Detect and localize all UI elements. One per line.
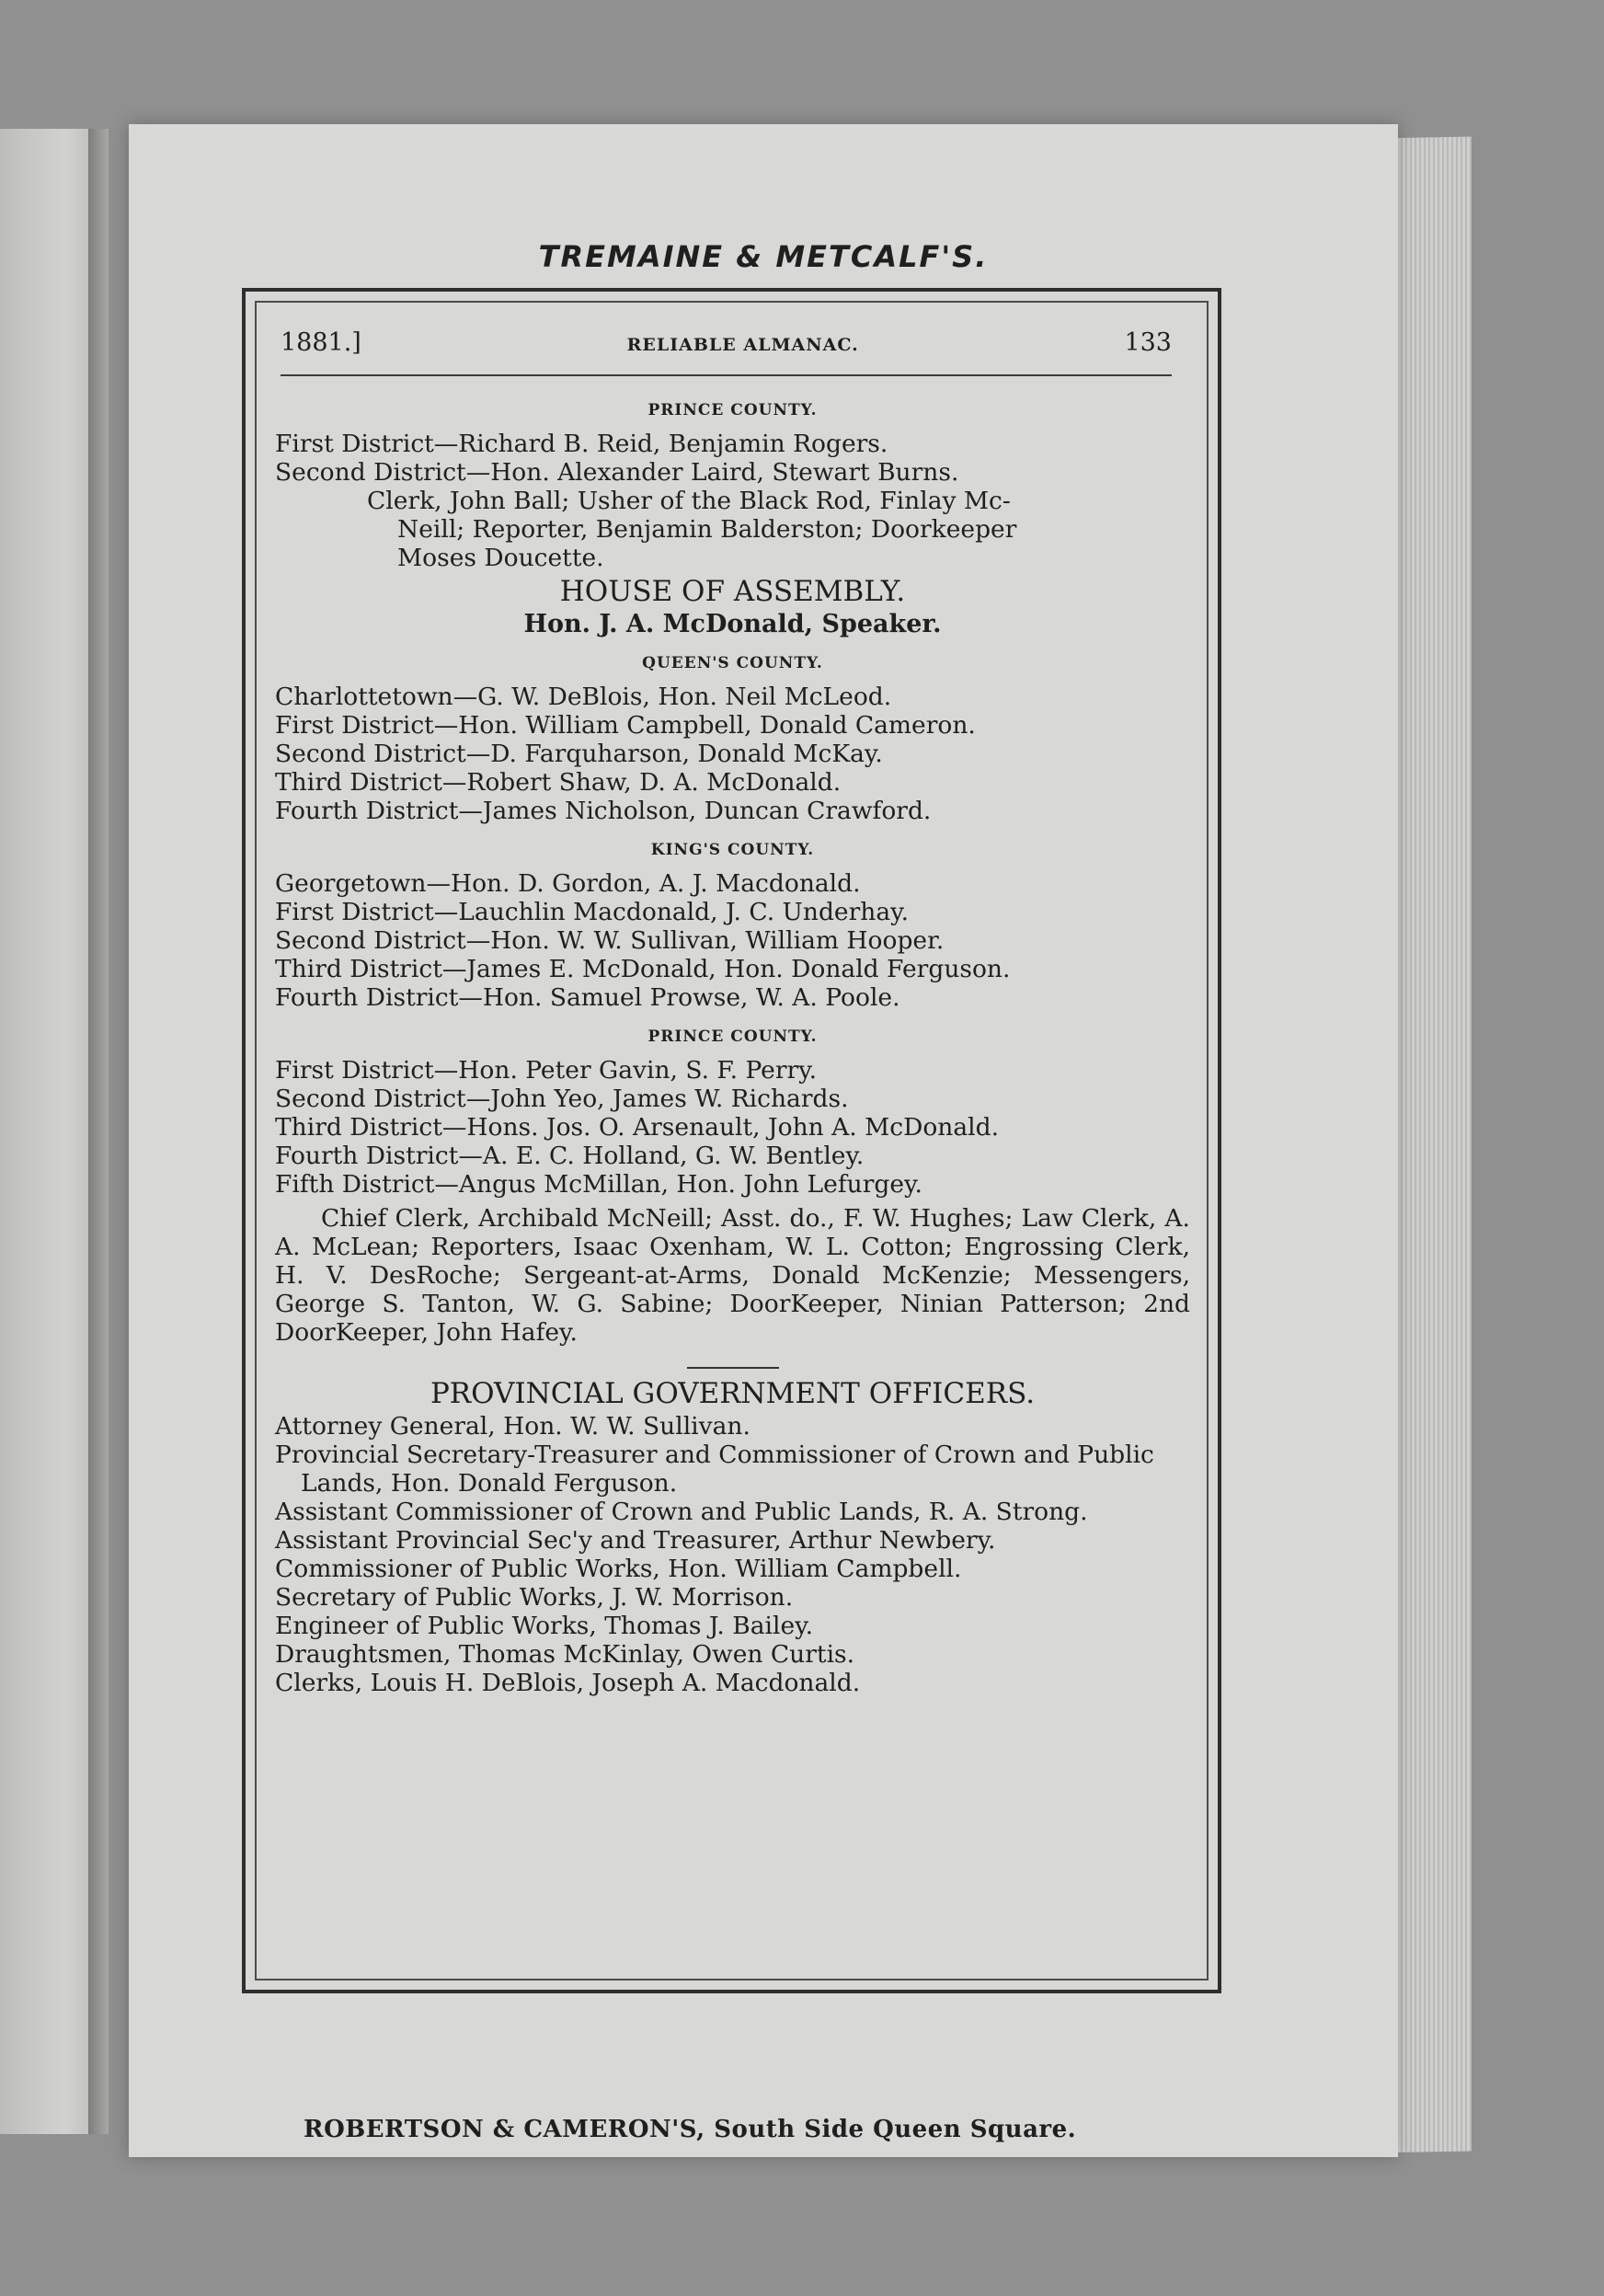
page-number: 133 (1124, 328, 1172, 357)
county-heading: KING'S COUNTY. (650, 841, 815, 859)
officer-entry: Commissioner of Public Works, Hon. William Campbell. (275, 1555, 962, 1583)
government-officers-title: PROVINCIAL GOVERNMENT OFFICERS. (430, 1377, 1036, 1410)
council-officers-line: Clerk, John Ball; Usher of the Black Rod, Finlay Mc- (367, 487, 1011, 515)
district-line: Fifth District—Angus McMillan, Hon. John Lefurgey. (275, 1170, 922, 1199)
district-line: Fourth District—James Nicholson, Duncan Crawford. (275, 797, 932, 825)
county-heading: PRINCE COUNTY. (647, 1027, 818, 1046)
running-head-title: RELIABLE ALMANAC. (626, 335, 859, 355)
assembly-staff-paragraph: Chief Clerk, Archibald McNeill; Asst. do., F. W. Hughes; Law Clerk, A. A. McLean; Reporters, Isaac Oxenham, W. L. Cotton; Engrossing Clerk, H. V. DesRoche; Sergeant-at-Arms, Donald McKenzie; Messengers, George S. Tanton, W. G. Sabine; DoorKeeper, Ninian Patterson; 2nd DoorKeeper, John Hafey. (275, 1204, 1190, 1347)
district-line: First District—Richard B. Reid, Benjamin Rogers. (275, 430, 888, 458)
district-line: Third District—Hons. Jos. O. Arsenault, John A. McDonald. (275, 1113, 1000, 1142)
district-line: First District—Hon. Peter Gavin, S. F. Perry. (275, 1056, 818, 1085)
officer-entry: Clerks, Louis H. DeBlois, Joseph A. Macdonald. (275, 1669, 861, 1697)
advertiser-footer: ROBERTSON & CAMERON'S, South Side Queen Square. (304, 2116, 1077, 2143)
district-line: First District—Lauchlin Macdonald, J. C. Underhay. (275, 898, 910, 926)
district-line: Second District—John Yeo, James W. Richards. (275, 1085, 849, 1113)
section-separator (687, 1367, 779, 1369)
page-content (275, 385, 1190, 1697)
running-head (281, 328, 1172, 365)
district-line: Georgetown—Hon. D. Gordon, A. J. Macdonald. (275, 869, 861, 898)
district-line: Third District—James E. McDonald, Hon. Donald Ferguson. (275, 955, 1011, 983)
speaker-line: Hon. J. A. McDonald, Speaker. (523, 610, 942, 638)
county-heading: PRINCE COUNTY. (647, 401, 818, 419)
officer-entry: Secretary of Public Works, J. W. Morrison. (275, 1583, 794, 1612)
almanac-page (129, 124, 1398, 2157)
county-heading: QUEEN'S COUNTY. (642, 654, 823, 672)
officer-entry: Assistant Commissioner of Crown and Public Lands, R. A. Strong. (275, 1498, 1088, 1526)
district-line: Second District—D. Farquharson, Donald McKay. (275, 740, 883, 768)
district-line: First District—Hon. William Campbell, Donald Cameron. (275, 711, 976, 740)
publisher-header: TREMAINE & METCALF'S. (538, 239, 989, 274)
book-gutter (88, 129, 109, 2134)
officer-entry: Provincial Secretary-Treasurer and Commissioner of Crown and Public Lands, Hon. Donald Ferguson. (275, 1441, 1154, 1498)
council-officers-line: Neill; Reporter, Benjamin Balderston; Doorkeeper (397, 515, 1017, 544)
officer-entry: Assistant Provincial Sec'y and Treasurer, Arthur Newbery. (275, 1526, 996, 1555)
house-of-assembly-title: HOUSE OF ASSEMBLY. (559, 575, 906, 608)
officer-entry: Attorney General, Hon. W. W. Sullivan. (275, 1412, 750, 1441)
officer-entry: Draughtsmen, Thomas McKinlay, Owen Curtis. (275, 1640, 855, 1669)
district-line: Fourth District—A. E. C. Holland, G. W. Bentley. (275, 1142, 865, 1170)
district-line: Second District—Hon. Alexander Laird, Stewart Burns. (275, 458, 959, 487)
council-officers-line: Moses Doucette. (397, 544, 604, 572)
officer-entry: Engineer of Public Works, Thomas J. Bailey. (275, 1612, 814, 1640)
district-line: Fourth District—Hon. Samuel Prowse, W. A. Poole. (275, 983, 900, 1012)
header-rule (281, 374, 1172, 376)
district-line: Charlottetown—G. W. DeBlois, Hon. Neil McLeod. (275, 683, 892, 711)
running-head-year: 1881.] (281, 328, 361, 357)
text-frame (242, 288, 1221, 1993)
district-line: Third District—Robert Shaw, D. A. McDonald. (275, 768, 842, 797)
district-line: Second District—Hon. W. W. Sullivan, William Hooper. (275, 926, 945, 955)
